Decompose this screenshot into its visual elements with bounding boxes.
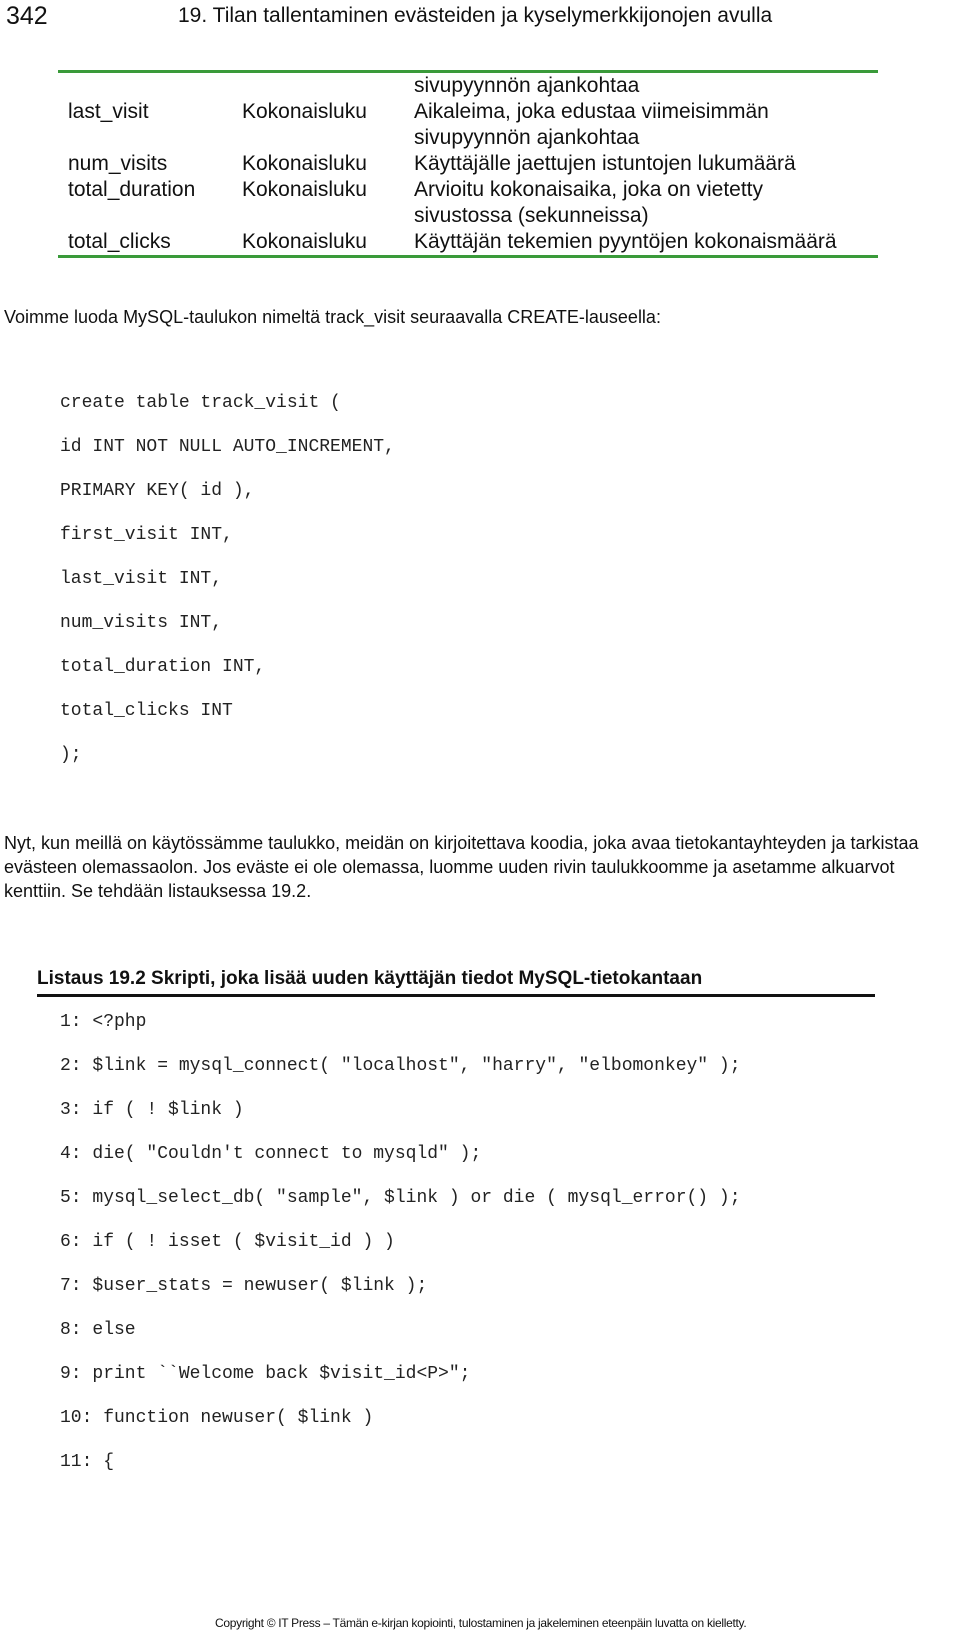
description-line: Arvioitu kokonaisaika, joka on vietetty (414, 178, 764, 201)
page-header (0, 0, 960, 36)
create-table-code (60, 381, 395, 777)
field-description (414, 73, 878, 99)
code-line: 6: if ( ! isset ( $visit_id ) ) (60, 1232, 395, 1252)
page-number: 342 (6, 2, 48, 30)
description-line: Käyttäjälle jaettujen istuntojen lukumäärä (414, 152, 796, 175)
table-row (58, 99, 878, 151)
field-type: Kokonaisluku (242, 100, 367, 123)
code-line: 11: { (60, 1452, 115, 1472)
field-name: total_clicks (68, 230, 171, 253)
field-table (58, 70, 878, 258)
code-line: PRIMARY KEY( id ), (60, 481, 255, 501)
copyright-footer: Copyright © IT Press – Tämän e-kirjan kopiointi, tulostaminen ja jakeleminen eteenpäin luvatta on kielletty. (215, 1616, 747, 1630)
table-bottom-rule (58, 255, 878, 258)
body-paragraph: Nyt, kun meillä on käytössämme taulukko, meidän on kirjoitettava koodia, joka avaa tietokantayhteyden ja tarkistaa evästeen olemassaolon. Jos eväste ei ole olemassa, luomme uuden rivin taulukkoomme ja asetamme alkuarvot kenttiin. Se tehdään listauksessa 19.2. (4, 833, 919, 901)
code-line: 9: print ``Welcome back $visit_id<P>"; (60, 1364, 471, 1384)
table-row (58, 151, 878, 177)
field-name: last_visit (68, 100, 149, 123)
intro-paragraph: Voimme luoda MySQL-taulukon nimeltä track_visit seuraavalla CREATE-lauseella: (4, 307, 661, 327)
description-line: sivupyynnön ajankohtaa (414, 74, 640, 97)
description-line: Käyttäjän tekemien pyyntöjen kokonaismäärä (414, 230, 837, 253)
table-row (58, 177, 878, 229)
code-line: create table track_visit ( (60, 393, 341, 413)
table-row (58, 229, 878, 255)
listing-caption: Listaus 19.2 Skripti, joka lisää uuden käyttäjän tiedot MySQL-tietokantaan (37, 968, 703, 989)
field-type: Kokonaisluku (242, 178, 367, 201)
field-type (242, 73, 414, 99)
listing-caption-rule (37, 994, 875, 997)
description-line: sivustossa (sekunneissa) (414, 204, 649, 227)
code-line: ); (60, 745, 82, 765)
field-name: total_duration (68, 178, 196, 201)
table-body (58, 73, 878, 255)
field-description (414, 177, 878, 229)
code-line: last_visit INT, (60, 569, 223, 589)
description-line: sivupyynnön ajankohtaa (414, 126, 640, 149)
table-row (58, 73, 878, 99)
field-description (414, 229, 878, 255)
code-line: 1: <?php (60, 1012, 147, 1032)
code-line: total_clicks INT (60, 701, 233, 721)
field-description (414, 99, 878, 151)
code-line: num_visits INT, (60, 613, 223, 633)
field-name: num_visits (68, 152, 168, 175)
running-title: 19. Tilan tallentaminen evästeiden ja kyselymerkkijonojen avulla (178, 4, 773, 27)
description-line: Aikaleima, joka edustaa viimeisimmän (414, 100, 769, 123)
code-line: 10: function newuser( $link ) (60, 1408, 374, 1428)
code-line: 7: $user_stats = newuser( $link ); (60, 1276, 428, 1296)
code-line: 5: mysql_select_db( "sample", $link ) or die ( mysql_error() ); (60, 1188, 741, 1208)
code-line: id INT NOT NULL AUTO_INCREMENT, (60, 437, 395, 457)
field-name (58, 73, 242, 99)
listing-code (60, 1000, 741, 1484)
field-description (414, 151, 878, 177)
field-type: Kokonaisluku (242, 230, 367, 253)
code-line: 8: else (60, 1320, 136, 1340)
code-line: total_duration INT, (60, 657, 266, 677)
field-type: Kokonaisluku (242, 152, 367, 175)
code-line: 2: $link = mysql_connect( "localhost", "harry", "elbomonkey" ); (60, 1056, 741, 1076)
code-line: first_visit INT, (60, 525, 233, 545)
code-line: 3: if ( ! $link ) (60, 1100, 244, 1120)
code-line: 4: die( "Couldn't connect to mysqld" ); (60, 1144, 482, 1164)
